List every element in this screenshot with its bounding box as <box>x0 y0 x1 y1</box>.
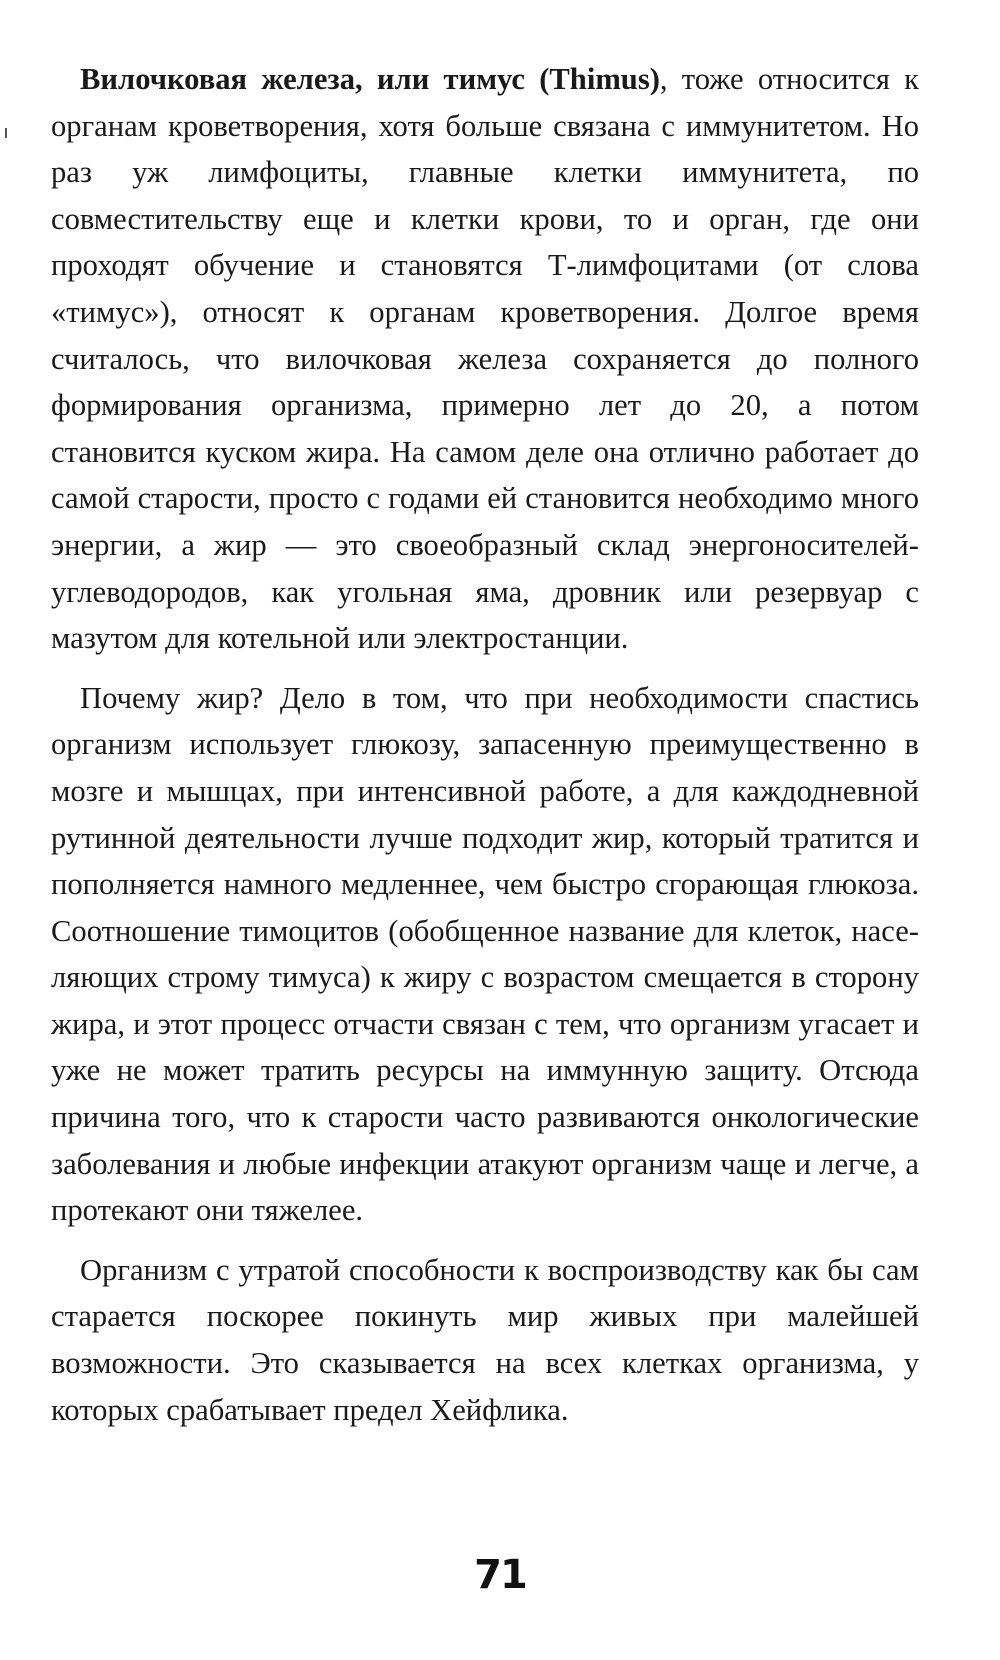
page-number: 71 <box>474 1552 526 1598</box>
paragraph-thymus-text: , тоже относится к органам кроветворения, хотя больше связана с иммунитетом. Но раз уж лимфоциты, главные клетки иммунитета, по совместительству еще и клетки крови, то и орган, где они проходят обучение и становятся Т-лимфоцитами (от слова «тимус»), относят к органам кроветворения. Долгое время считалось, что вилочковая железа сохраняется до полного формирования организма, примерно лет до 20, а потом становится куском жира. На самом деле она отлично работает до самой старости, просто с годами ей становится необходимо много энергии, а жир — это своеобразный склад энергоносителей-углеводородов, как угольная яма, дровник или резервуар с мазутом для котельной или электростанции. <box>51 62 919 656</box>
paragraph-hayflick-limit: Организм с утратой способности к воспроизводству как бы сам старается поскорее покинуть мир живых при малейшей возможности. Это сказывается на всех клетках организма, у которых срабатывает предел Хейфлика. <box>51 1252 919 1427</box>
bold-term-thymus: Вилочковая железа, или тимус (Thimus) <box>80 62 660 96</box>
paragraph-why-fat: Почему жир? Дело в том, что при необходимости спастись организм использует глюкозу, запасенную преимущественно в мозге и мышцах, при интенсивной работе, а для каждодневной рутинной деятельности лучше подходит жир, который тратится и пополняется намного медленнее, чем быстро сгорающая глюкоза. Соотношение тимоцитов (обобщенное название для клеток, населяющих строму тимуса) к жиру с возрастом смещается в сторону жира, и этот процесс отчасти связан с тем, что организм угасает и уже не может тратить ресурсы на иммунную защиту. Отсюда причина того, что к старости часто развиваются онкологические заболевания и любые инфекции атакуют организм чаще и легче, а протекают они тяжелее. <box>51 680 919 1228</box>
scan-artifact-mark <box>5 128 7 138</box>
paragraph-thymus <box>51 56 919 662</box>
body-text <box>51 56 919 1433</box>
